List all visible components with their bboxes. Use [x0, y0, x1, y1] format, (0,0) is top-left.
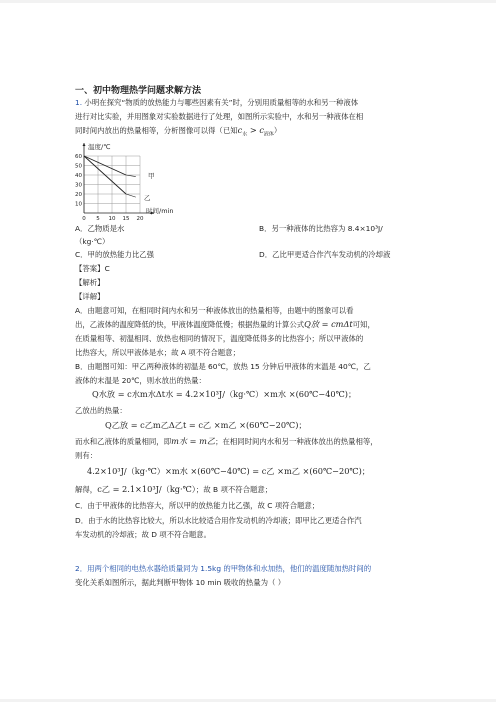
q2-line-1: 2．用两个相同的电热水器给质量同为 1.5kg 的甲物体和水加热，他们的温度随加热时间的 — [75, 564, 372, 573]
explain-a-line-3: 在质量相等、初温相同、放热也相同的情况下，温度降低得多的比热容小；所以甲液体的 — [75, 334, 364, 343]
graph-label-jia: 甲 — [148, 172, 155, 180]
q1-analysis-tag: 【解析】 — [75, 278, 105, 287]
explain-a-line-4: 比热容大，所以甲液体是水；故 A 项不符合题意； — [75, 348, 240, 357]
q1-stem-line-3: 同时间内放出的热量相等，分析图像可以得（已知$c_水 > c_{液体}$） — [75, 125, 282, 138]
equation-water-heat: Q水放 = c水m水Δt水 = 4.2×10³J/（kg·℃）×m水 ×(60℃−40℃)； — [92, 389, 357, 399]
solve-result: c乙 = 2.1×10³J/（kg·℃） — [97, 484, 196, 494]
section-title: 一、初中物理热学问题求解方法 — [75, 86, 202, 96]
q1-stem-line-1: 1. 小明在探究“物质的放热能力与哪些因素有关”时，分别用质量相等的水和另一种液体 — [75, 98, 359, 107]
x-tick-label: 0 — [82, 216, 86, 220]
explain-b-line-1: B．由题图可知：甲乙两种液体的初温是 60℃，放热 15 分钟后甲液体的末温是 40℃，乙 — [75, 362, 371, 371]
q1-option-a: A．乙物质是水 — [75, 224, 125, 233]
x-tick-label: 15 — [122, 216, 130, 220]
y-tick-label: 50 — [75, 163, 82, 170]
explain-mass-line: 而水和乙液体的质量相同，即m水 = m乙；在相同时间内水和另一种液体放出的热量相等， — [75, 436, 378, 446]
graph-y-axis-label: 温度/℃ — [88, 143, 111, 151]
top-band — [0, 0, 496, 3]
yi-heat-label: 乙放出的热量： — [75, 406, 127, 415]
x-tick-label: 5 — [96, 216, 100, 220]
q1-option-c: C．甲的放热能力比乙强 — [75, 250, 155, 259]
series-extension — [126, 194, 136, 197]
x-tick-label: 20 — [136, 216, 144, 220]
equation-yi-heat: Q乙放 = c乙m乙Δ乙t = c乙 ×m乙 ×(60℃−20℃)； — [105, 420, 307, 430]
y-tick-label: 60 — [75, 154, 82, 160]
y-tick-label: 10 — [75, 201, 82, 208]
x-tick-label: 10 — [108, 216, 116, 220]
y-tick-label: 30 — [75, 182, 82, 189]
q1-option-b-unit: （kg·℃） — [75, 237, 110, 246]
explain-d-line-1: D．由于水的比热容比较大，所以水比较适合用作发动机的冷却液；即甲比乙更适合作汽 — [75, 516, 362, 525]
y-tick-label: 40 — [75, 173, 82, 179]
q1-option-b: B．另一种液体的比热容为 8.4×10³J/ — [259, 224, 383, 233]
then-label: 则有： — [75, 451, 98, 460]
q1-number: 1. — [75, 98, 83, 107]
heat-formula: Q放 = cmΔt — [304, 319, 353, 329]
solve-line: 解得，c乙 = 2.1×10³J/（kg·℃）；故 B 项不符合题意； — [75, 484, 273, 494]
mass-equality: m水 = m乙 — [171, 436, 216, 446]
graph-label-yi: 乙 — [144, 194, 151, 202]
q1-option-d: D．乙比甲更适合作汽车发动机的冷却液 — [259, 250, 391, 259]
graph-x-axis-label: 时间/min — [146, 207, 174, 215]
q1-answer: 【答案】C — [75, 264, 110, 273]
q2-line-2: 变化关系如图所示，据此判断甲物体 10 min 吸收的热量为（ ） — [75, 578, 286, 587]
q1-explain-tag: 【详解】 — [75, 292, 105, 301]
y-tick-label: 20 — [75, 192, 82, 198]
explain-d-line-2: 车发动机的冷却液；故 D 项不符合题意。 — [75, 530, 212, 539]
explain-a-line-1: A．由题意可知，在相同时间内水和另一种液体放出的热量相等，由题中的图象可以看 — [75, 306, 354, 315]
y-axis-arrow — [83, 143, 86, 146]
explain-c: C．由于甲液体的比热容大，所以甲的放热能力比乙强，故 C 项符合题意； — [75, 501, 320, 510]
q1-given-formula: $c_水 > c_{液体}$ — [237, 125, 274, 138]
q1-stem-line-2: 进行对比实验，并用图象对实验数据进行了处理，如图所示实验中，水和另一种液体在相 — [75, 112, 364, 121]
equation-balance: 4.2×10³J/（kg·℃）×m水 ×(60℃−40℃) = c乙 ×m乙 ×(60℃−20℃)； — [87, 466, 370, 476]
temperature-time-graph — [72, 140, 197, 220]
explain-a-line-2: 出，乙液体的温度降低的快，甲液体温度降低慢；根据热量的计算公式Q放 = cmΔt可知， — [75, 319, 375, 329]
explain-b-line-2: 液体的末温是 20℃，则水放出的热量： — [75, 376, 206, 385]
